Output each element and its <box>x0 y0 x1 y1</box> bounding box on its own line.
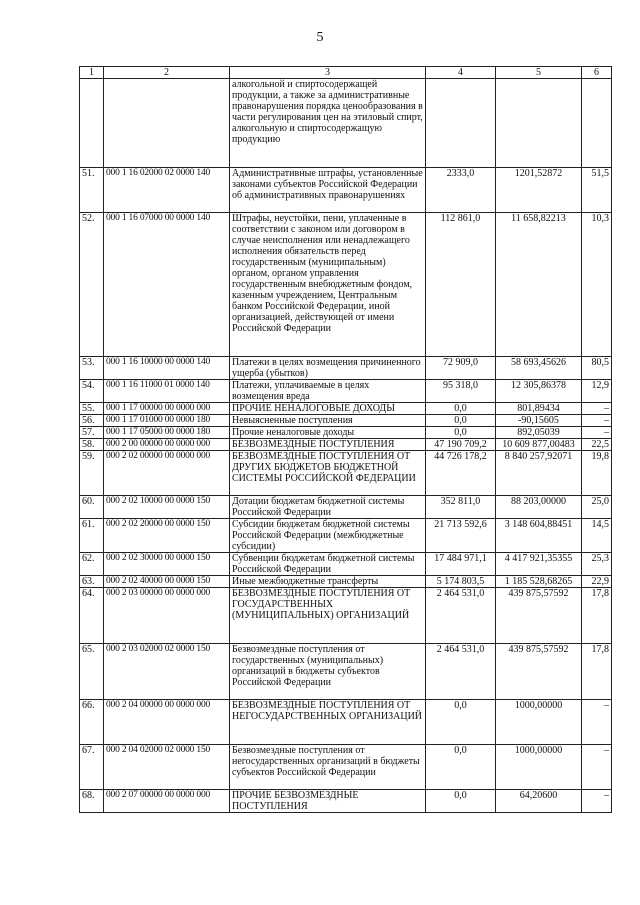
revenue-name: Невыясненные поступления <box>230 415 426 427</box>
table-body <box>80 79 612 813</box>
planned-amount: 0,0 <box>426 427 496 439</box>
table-row <box>80 644 612 700</box>
revenue-name: ПРОЧИЕ НЕНАЛОГОВЫЕ ДОХОДЫ <box>230 403 426 415</box>
planned-amount: 352 811,0 <box>426 496 496 519</box>
actual-amount: 88 203,00000 <box>496 496 582 519</box>
budget-code: 000 2 04 00000 00 0000 000 <box>104 700 230 745</box>
table-row <box>80 213 612 357</box>
row-number: 67. <box>80 745 104 790</box>
actual-amount: 1000,00000 <box>496 700 582 745</box>
table-row <box>80 439 612 451</box>
actual-amount: 1000,00000 <box>496 745 582 790</box>
table-row <box>80 576 612 588</box>
execution-percent: – <box>582 415 612 427</box>
planned-amount: 2 464 531,0 <box>426 644 496 700</box>
table-row <box>80 380 612 403</box>
table-row <box>80 357 612 380</box>
row-number: 63. <box>80 576 104 588</box>
actual-amount: 1201,52872 <box>496 168 582 213</box>
actual-amount: 1 185 528,68265 <box>496 576 582 588</box>
execution-percent: 22,9 <box>582 576 612 588</box>
column-header-fact: 5 <box>496 67 582 79</box>
row-number: 64. <box>80 588 104 644</box>
actual-amount: 801,89434 <box>496 403 582 415</box>
row-number: 57. <box>80 427 104 439</box>
table-row <box>80 451 612 496</box>
budget-code: 000 1 16 07000 00 0000 140 <box>104 213 230 357</box>
budget-code: 000 2 02 00000 00 0000 000 <box>104 451 230 496</box>
table-row <box>80 700 612 745</box>
planned-amount: 0,0 <box>426 790 496 813</box>
execution-percent: 14,5 <box>582 519 612 553</box>
row-number: 53. <box>80 357 104 380</box>
actual-amount: 11 658,82213 <box>496 213 582 357</box>
planned-amount: 0,0 <box>426 745 496 790</box>
execution-percent: 12,9 <box>582 380 612 403</box>
table-row <box>80 790 612 813</box>
column-header-number: 1 <box>80 67 104 79</box>
budget-code: 000 2 02 20000 00 0000 150 <box>104 519 230 553</box>
actual-amount: 3 148 604,88451 <box>496 519 582 553</box>
revenue-name: ПРОЧИЕ БЕЗВОЗМЕЗДНЫЕ ПОСТУПЛЕНИЯ <box>230 790 426 813</box>
execution-percent: – <box>582 403 612 415</box>
row-number: 55. <box>80 403 104 415</box>
budget-code: 000 2 02 10000 00 0000 150 <box>104 496 230 519</box>
actual-amount: 8 840 257,92071 <box>496 451 582 496</box>
actual-amount: 4 417 921,35355 <box>496 553 582 576</box>
budget-code: 000 1 16 02000 02 0000 140 <box>104 168 230 213</box>
planned-amount: 47 190 709,2 <box>426 439 496 451</box>
revenue-name: Субсидии бюджетам бюджетной системы Российской Федерации (межбюджетные субсидии) <box>230 519 426 553</box>
revenue-name: Субвенции бюджетам бюджетной системы Российской Федерации <box>230 553 426 576</box>
row-number: 65. <box>80 644 104 700</box>
revenue-name: алкогольной и спиртосодержащей продукции, а также за административные правонарушения порядка ценообразования в части регулирования цен на этиловый спирт, алкогольную и спиртосодержащую продукцию <box>230 79 426 168</box>
execution-percent: 17,8 <box>582 644 612 700</box>
budget-code: 000 2 07 00000 00 0000 000 <box>104 790 230 813</box>
column-header-plan: 4 <box>426 67 496 79</box>
planned-amount: 112 861,0 <box>426 213 496 357</box>
row-number: 60. <box>80 496 104 519</box>
planned-amount: 0,0 <box>426 700 496 745</box>
table-row <box>80 553 612 576</box>
execution-percent: – <box>582 745 612 790</box>
row-number: 56. <box>80 415 104 427</box>
row-number: 66. <box>80 700 104 745</box>
planned-amount: 44 726 178,2 <box>426 451 496 496</box>
actual-amount: -90,15605 <box>496 415 582 427</box>
row-number: 58. <box>80 439 104 451</box>
table-row <box>80 427 612 439</box>
budget-code: 000 1 16 10000 00 0000 140 <box>104 357 230 380</box>
budget-code: 000 1 17 00000 00 0000 000 <box>104 403 230 415</box>
revenue-name: БЕЗВОЗМЕЗДНЫЕ ПОСТУПЛЕНИЯ <box>230 439 426 451</box>
table-row <box>80 403 612 415</box>
row-number: 52. <box>80 213 104 357</box>
budget-table <box>79 66 612 813</box>
column-header-percent: 6 <box>582 67 612 79</box>
actual-amount: 10 609 877,00483 <box>496 439 582 451</box>
table-row <box>80 519 612 553</box>
planned-amount: 21 713 592,6 <box>426 519 496 553</box>
actual-amount: 892,05039 <box>496 427 582 439</box>
execution-percent: 80,5 <box>582 357 612 380</box>
revenue-name: Безвозмездные поступления от негосударственных организаций в бюджеты субъектов Российской Федерации <box>230 745 426 790</box>
revenue-name: Административные штрафы, установленные законами субъектов Российской Федерации об административных правонарушениях <box>230 168 426 213</box>
row-number: 51. <box>80 168 104 213</box>
actual-amount: 12 305,86378 <box>496 380 582 403</box>
actual-amount: 439 875,57592 <box>496 588 582 644</box>
execution-percent: – <box>582 427 612 439</box>
execution-percent: – <box>582 700 612 745</box>
planned-amount: 17 484 971,1 <box>426 553 496 576</box>
revenue-name: БЕЗВОЗМЕЗДНЫЕ ПОСТУПЛЕНИЯ ОТ НЕГОСУДАРСТВЕННЫХ ОРГАНИЗАЦИЙ <box>230 700 426 745</box>
table-row <box>80 745 612 790</box>
revenue-name: Прочие неналоговые доходы <box>230 427 426 439</box>
row-number <box>80 79 104 168</box>
table-row <box>80 496 612 519</box>
budget-code: 000 2 00 00000 00 0000 000 <box>104 439 230 451</box>
table-row <box>80 79 612 168</box>
row-number: 59. <box>80 451 104 496</box>
budget-code: 000 2 02 40000 00 0000 150 <box>104 576 230 588</box>
planned-amount: 95 318,0 <box>426 380 496 403</box>
revenue-name: Дотации бюджетам бюджетной системы Российской Федерации <box>230 496 426 519</box>
budget-code: 000 1 17 01000 00 0000 180 <box>104 415 230 427</box>
budget-code: 000 2 04 02000 02 0000 150 <box>104 745 230 790</box>
execution-percent: 22,5 <box>582 439 612 451</box>
budget-code: 000 2 02 30000 00 0000 150 <box>104 553 230 576</box>
revenue-name: Штрафы, неустойки, пени, уплаченные в соответствии с законом или договором в случае неисполнения или ненадлежащего исполнения обязательств перед государственным (муниципальным) органом, органом управления государственным внебюджетным фондом, казенным учреждением, Центральным банком Российской Федерации, иной организацией, действующей от имени Российской Федерации <box>230 213 426 357</box>
planned-amount: 72 909,0 <box>426 357 496 380</box>
budget-code: 000 2 03 02000 02 0000 150 <box>104 644 230 700</box>
budget-code <box>104 79 230 168</box>
row-number: 54. <box>80 380 104 403</box>
row-number: 62. <box>80 553 104 576</box>
actual-amount: 64,20600 <box>496 790 582 813</box>
planned-amount: 5 174 803,5 <box>426 576 496 588</box>
planned-amount: 0,0 <box>426 403 496 415</box>
table-row <box>80 168 612 213</box>
planned-amount <box>426 79 496 168</box>
planned-amount: 2333,0 <box>426 168 496 213</box>
actual-amount: 439 875,57592 <box>496 644 582 700</box>
budget-code: 000 1 16 11000 01 0000 140 <box>104 380 230 403</box>
column-header-code: 2 <box>104 67 230 79</box>
table-row <box>80 588 612 644</box>
table-header-row <box>80 67 612 79</box>
revenue-name: Иные межбюджетные трансферты <box>230 576 426 588</box>
row-number: 68. <box>80 790 104 813</box>
budget-code: 000 2 03 00000 00 0000 000 <box>104 588 230 644</box>
execution-percent: 10,3 <box>582 213 612 357</box>
revenue-name: Безвозмездные поступления от государственных (муниципальных) организаций в бюджеты субъектов Российской Федерации <box>230 644 426 700</box>
execution-percent: 25,0 <box>582 496 612 519</box>
planned-amount: 0,0 <box>426 415 496 427</box>
row-number: 61. <box>80 519 104 553</box>
revenue-name: Платежи в целях возмещения причиненного ущерба (убытков) <box>230 357 426 380</box>
revenue-name: БЕЗВОЗМЕЗДНЫЕ ПОСТУПЛЕНИЯ ОТ ДРУГИХ БЮДЖЕТОВ БЮДЖЕТНОЙ СИСТЕМЫ РОССИЙСКОЙ ФЕДЕРАЦИИ <box>230 451 426 496</box>
execution-percent <box>582 79 612 168</box>
execution-percent: 51,5 <box>582 168 612 213</box>
column-header-name: 3 <box>230 67 426 79</box>
table-row <box>80 415 612 427</box>
page-number: 5 <box>316 30 324 45</box>
execution-percent: 25,3 <box>582 553 612 576</box>
execution-percent: 17,8 <box>582 588 612 644</box>
budget-code: 000 1 17 05000 00 0000 180 <box>104 427 230 439</box>
execution-percent: 19,8 <box>582 451 612 496</box>
execution-percent: – <box>582 790 612 813</box>
actual-amount <box>496 79 582 168</box>
actual-amount: 58 693,45626 <box>496 357 582 380</box>
planned-amount: 2 464 531,0 <box>426 588 496 644</box>
revenue-name: БЕЗВОЗМЕЗДНЫЕ ПОСТУПЛЕНИЯ ОТ ГОСУДАРСТВЕННЫХ (МУНИЦИПАЛЬНЫХ) ОРГАНИЗАЦИЙ <box>230 588 426 644</box>
revenue-name: Платежи, уплачиваемые в целях возмещения вреда <box>230 380 426 403</box>
